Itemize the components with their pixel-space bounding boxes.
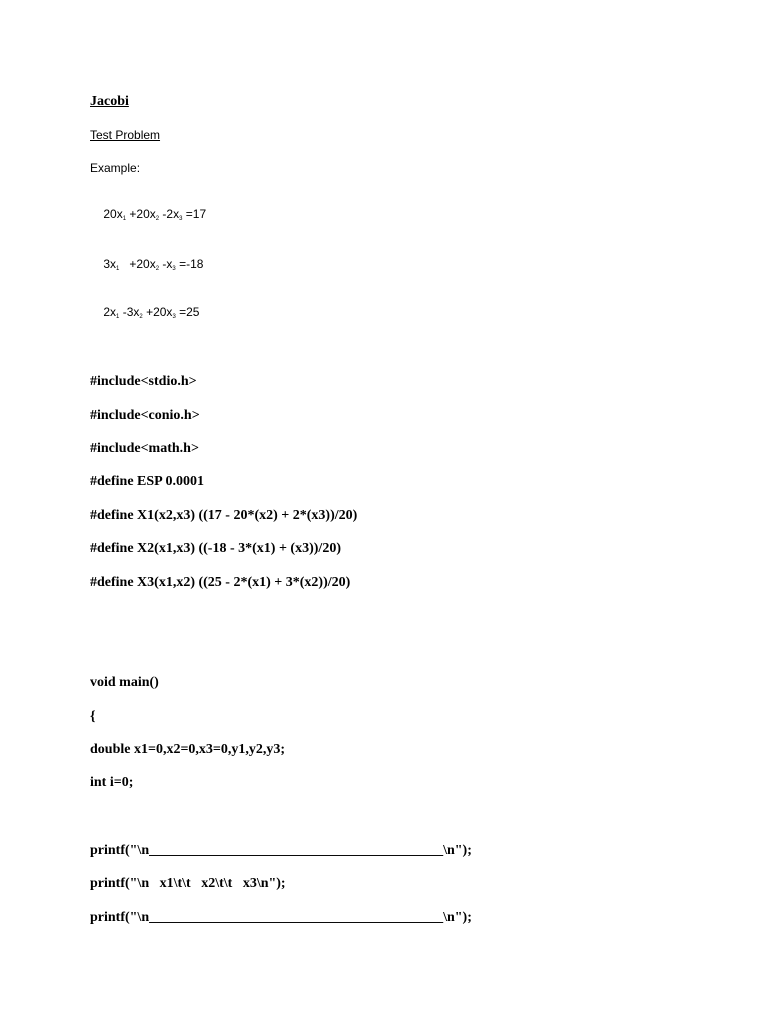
code-printf-line-1: printf("\n__________________________________________\n"); [90,843,472,858]
equation-3: $2x_1$ $-3x_2 +20x_3 =25$ [103,305,200,320]
code-double-decl: double x1=0,x2=0,x3=0,y1,y2,y3; [90,742,286,757]
code-open-brace: { [90,709,96,724]
equation-1: $20x_1 +20x_2$ $-2x_3 =17$ [103,207,207,222]
code-define-x2: #define X2(x1,x3) ((-18 - 3*(x1) + (x3))/20) [90,541,341,556]
equation-2: $3x_1 +20x_2$ $-x_3 =-18$ [103,257,204,272]
code-define-x1: #define X1(x2,x3) ((17 - 20*(x2) + 2*(x3))/20) [90,508,358,523]
code-include-stdio: #include<stdio.h> [90,374,197,389]
code-main-decl: void main() [90,675,159,690]
code-include-math: #include<math.h> [90,441,199,456]
code-include-conio: #include<conio.h> [90,408,200,423]
section-subtitle: Test Problem [90,128,161,142]
code-printf-line-2: printf("\n__________________________________________\n"); [90,910,472,925]
document-title: Jacobi [90,94,129,109]
example-label: Example: [90,161,141,175]
code-define-esp: #define ESP 0.0001 [90,474,204,489]
code-define-x3: #define X3(x1,x2) ((25 - 2*(x1) + 3*(x2))/20) [90,575,351,590]
code-int-decl: int i=0; [90,775,134,790]
code-printf-header: printf("\n x1\t\t x2\t\t x3\n"); [90,876,286,891]
